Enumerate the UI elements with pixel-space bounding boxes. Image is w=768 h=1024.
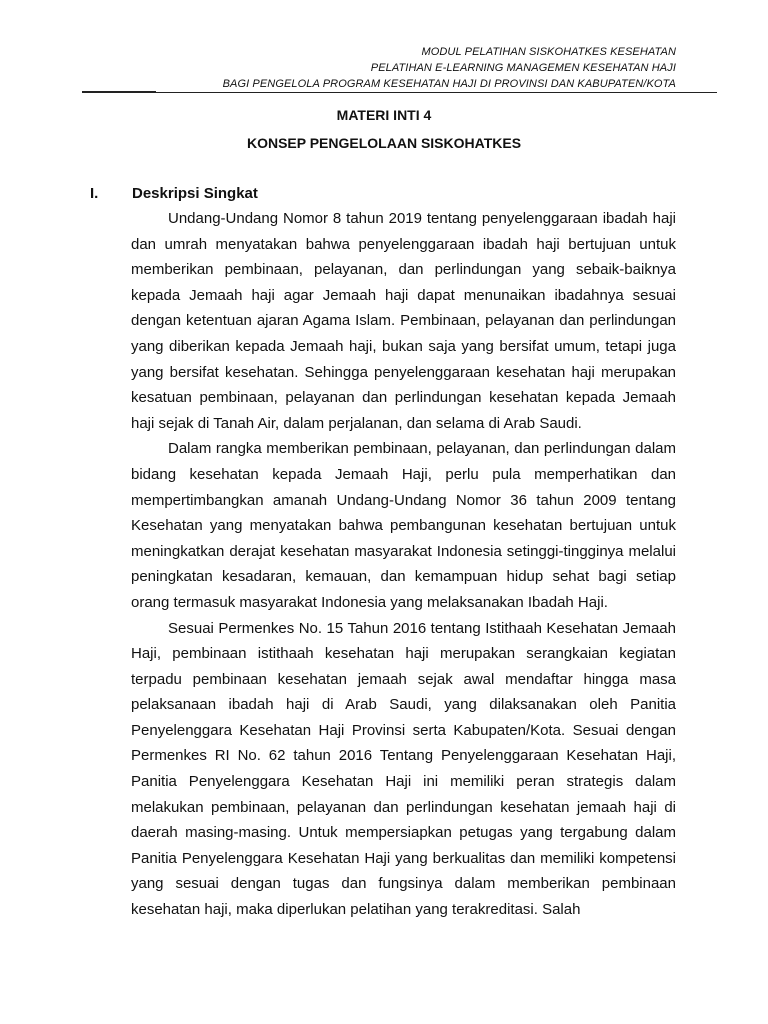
section-heading: [90, 185, 258, 202]
document-title: MATERI INTI 4: [336, 107, 432, 123]
body-text: [131, 206, 676, 923]
header-line-2: PELATIHAN E-LEARNING MANAGEMEN KESEHATAN HAJI: [370, 62, 676, 74]
paragraph: Sesuai Permenkes No. 15 Tahun 2016 tentang Istithaah Kesehatan Jemaah Haji, pembinaan istithaah kesehatan haji merupakan serangkaian kegiatan terpadu pembinaan kesehatan jemaah sejak awal mendaftar hingga masa pelaksanaan ibadah haji di Arab Saudi, yang dilaksanakan oleh Panitia Penyelenggara Kesehatan Haji Provinsi serta Kabupaten/Kota. Sesuai dengan Permenkes RI No. 62 tahun 2016 Tentang Penyelenggaraan Kesehatan Haji, Panitia Penyelenggara Kesehatan Haji ini memiliki peran strategis dalam melakukan pembinaan, pelayanan dan perlindungan kesehatan jemaah haji di daerah masing-masing. Untuk mempersiapkan petugas yang tergabung dalam Panitia Penyelenggara Kesehatan Haji yang berkualitas dan memiliki kompetensi yang sesuai dengan tugas dan fungsinya dalam memberikan pembinaan kesehatan haji, maka diperlukan pelatihan yang terakreditasi. Salah: [131, 619, 676, 919]
header-line-1: MODUL PELATIHAN SISKOHATKES KESEHATAN: [421, 46, 676, 58]
paragraph: Undang-Undang Nomor 8 tahun 2019 tentang penyelenggaraan ibadah haji dan umrah menyatakan bahwa penyelenggaraan ibadah haji bertujuan untuk memberikan pembinaan, pelayanan, dan perlindungan yang sebaik-baiknya kepada Jemaah haji agar Jemaah haji dapat menunaikan ibadahnya sesuai dengan ketentuan ajaran Agama Islam. Pembinaan, pelayanan dan perlindungan yang diberikan kepada Jemaah haji, bukan saja yang bersifat umum, tetapi juga yang bersifat kesehatan. Sehingga penyelenggaraan kesehatan haji merupakan kesatuan pembinaan, pelayanan dan perlindungan kesehatan kepada Jemaah haji sejak di Tanah Air, dalam perjalanan, dan selama di Arab Saudi.: [131, 210, 676, 432]
header-rule: [82, 92, 717, 93]
section-number: I.: [90, 185, 99, 202]
document-subtitle: KONSEP PENGELOLAAN SISKOHATKES: [246, 135, 522, 151]
header-line-3: BAGI PENGELOLA PROGRAM KESEHATAN HAJI DI PROVINSI DAN KABUPATEN/KOTA: [222, 78, 676, 90]
running-header: [223, 44, 676, 92]
paragraph: Dalam rangka memberikan pembinaan, pelayanan, dan perlindungan dalam bidang kesehatan kepada Jemaah Haji, perlu pula memperhatikan dan mempertimbangkan amanah Undang-Undang Nomor 36 tahun 2009 tentang Kesehatan yang menyatakan bahwa pembangunan kesehatan bertujuan untuk meningkatkan derajat kesehatan masyarakat Indonesia setinggi-tingginya melalui peningkatan kesadaran, kemauan, dan kemampuan hidup sehat bagi setiap orang termasuk masyarakat Indonesia yang melaksanakan Ibadah Haji.: [131, 440, 676, 611]
section-title: Deskripsi Singkat: [132, 185, 258, 202]
